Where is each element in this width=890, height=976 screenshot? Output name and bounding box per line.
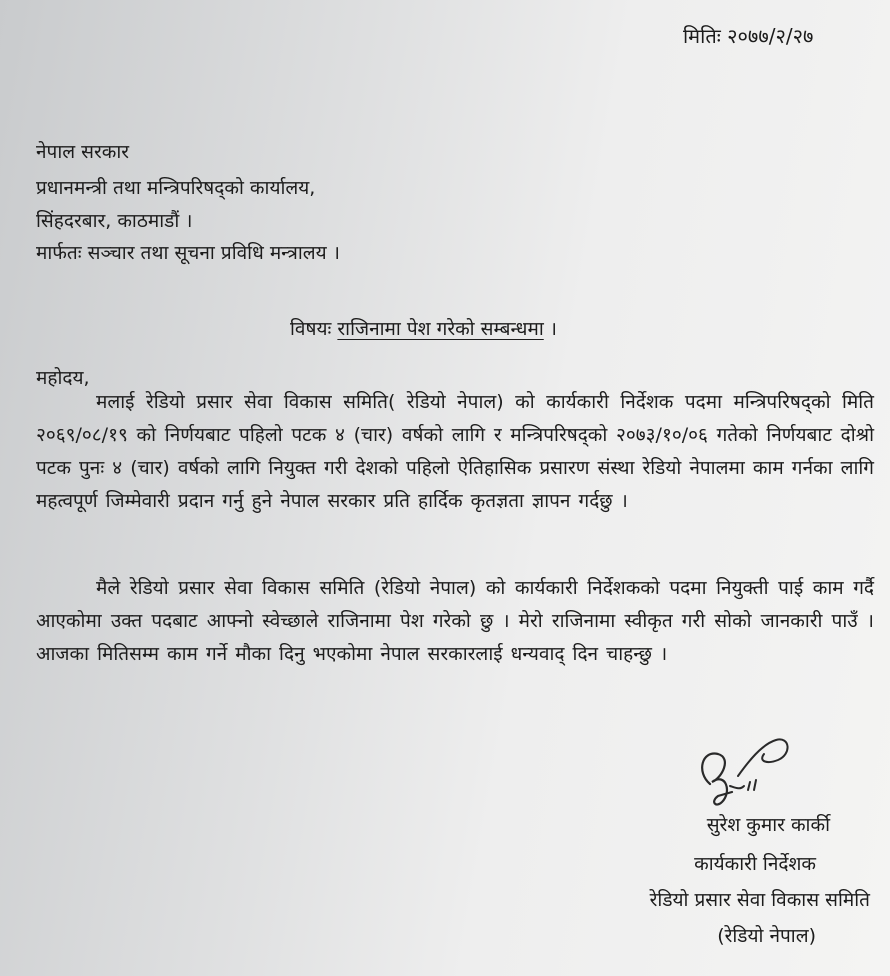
signatory-organization-short: (रेडियो नेपाल) bbox=[717, 925, 816, 947]
recipient-line-4: मार्फतः सञ्चार तथा सूचना प्रविधि मन्त्रालय । bbox=[36, 242, 340, 264]
letter-date: मितिः २०७७/२/२७ bbox=[683, 24, 814, 48]
paragraph-2: मैले रेडियो प्रसार सेवा विकास समिति (रेडियो नेपाल) को कार्यकारी निर्देशकको पदमा नियुक्ती पाई काम गर्दै आएकोमा उक्त पदबाट आफ्नो स्वेच्छाले राजिनामा पेश गरेको छु । मेरो राजिनामा स्वीकृत गरी सोको जानकारी पाउँ । आजका मितिसम्म काम गर्ने मौका दिनु भएकोमा नेपाल सरकारलाई धन्यवाद् दिन चाहन्छु । bbox=[36, 577, 874, 665]
paragraph-1: मलाई रेडियो प्रसार सेवा विकास समिति( रेडियो नेपाल) को कार्यकारी निर्देशक पदमा मन्त्रिपरिषद्‌को मिति २०६९/०८/१९ को निर्णयबाट पहिलो पटक ४ (चार) वर्षको लागि र मन्त्रिपरिषद्‌को २०७३/१०/०६ गतेको निर्णयबाट दोश्रो पटक पुनः ४ (चार) वर्षको लागि नियुक्त गरी देशको पहिलो ऐतिहासिक प्रसारण संस्था रेडियो नेपालमा काम गर्नका लागि महत्वपूर्ण जिम्मेवारी प्रदान गर्नु हुने नेपाल सरकार प्रति हार्दिक कृतज्ञता ज्ञापन गर्दछु । bbox=[36, 391, 874, 512]
recipient-line-1: नेपाल सरकार bbox=[36, 141, 130, 163]
subject-prefix: विषयः bbox=[290, 318, 332, 340]
signatory-title: कार्यकारी निर्देशक bbox=[694, 853, 816, 875]
salutation: महोदय, bbox=[36, 367, 90, 389]
signature-image bbox=[692, 732, 802, 812]
subject-line bbox=[290, 317, 557, 341]
signatory-name: सुरेश कुमार कार्की bbox=[706, 814, 830, 836]
recipient-line-3: सिंहदरबार, काठमाडौं । bbox=[36, 210, 193, 232]
signatory-organization: रेडियो प्रसार सेवा विकास समिति bbox=[649, 889, 870, 911]
recipient-line-2: प्रधानमन्त्री तथा मन्त्रिपरिषद्‌को कार्यालय, bbox=[36, 177, 316, 199]
subject-text: राजिनामा पेश गरेको सम्बन्धमा bbox=[337, 318, 544, 340]
subject-suffix: । bbox=[543, 318, 557, 340]
